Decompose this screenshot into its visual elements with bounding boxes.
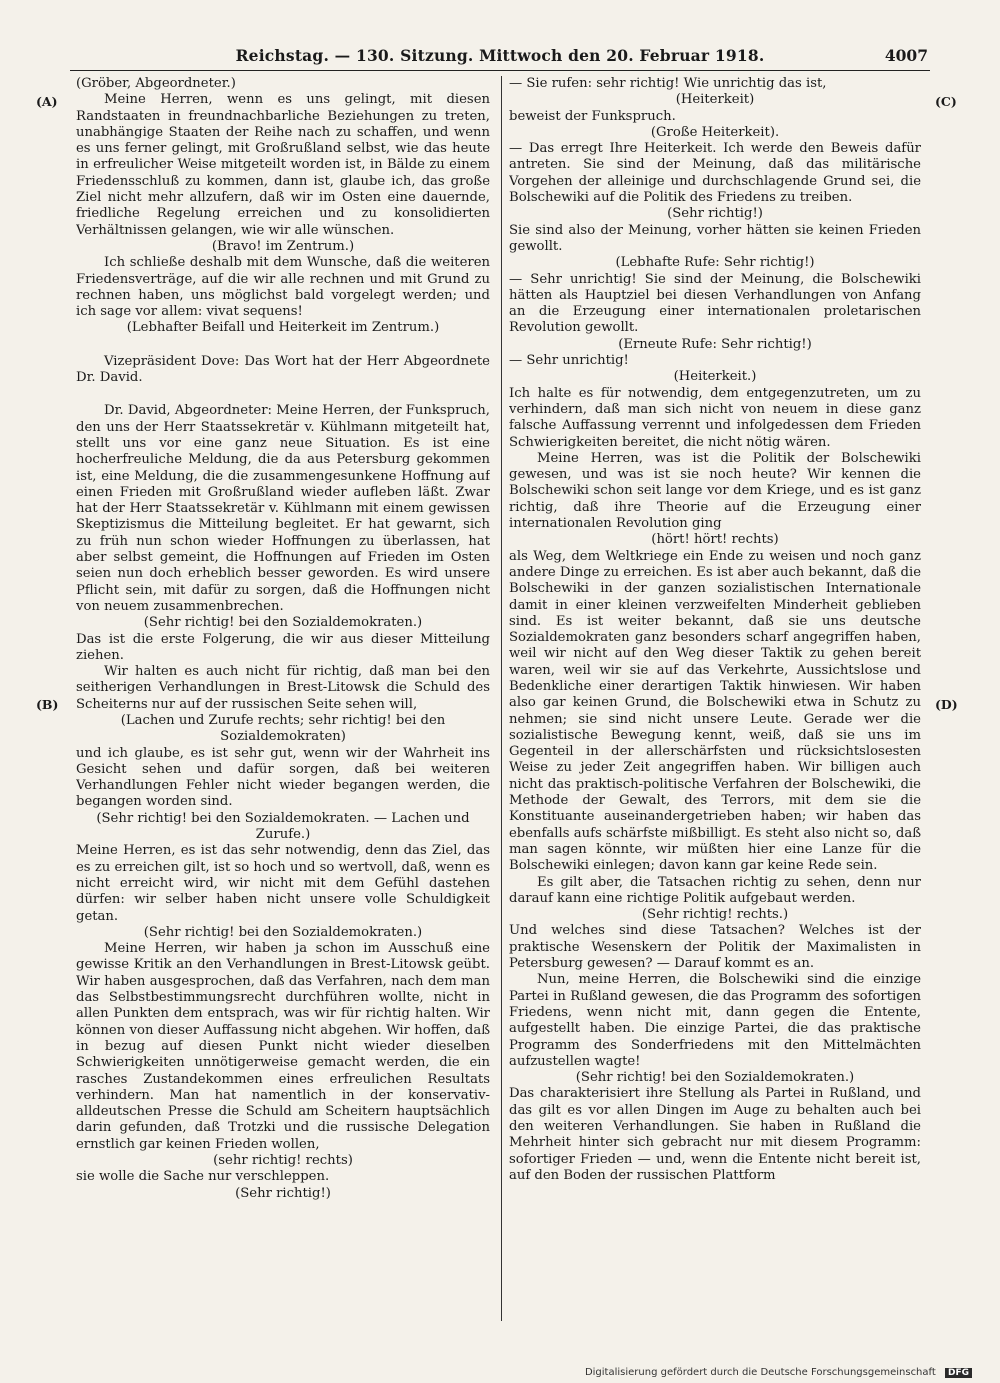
interjection: (Sehr richtig! bei den Sozialdemokraten. — Lachen und Zurufe.) [96, 810, 470, 843]
paragraph: Meine Herren, es ist das sehr notwendig, denn das Ziel, das es zu erreichen gilt, ist so hoch und so wertvoll, daß, wenn es nicht erreicht wird, wir nicht mit dem Gefühl dastehen dürfen: wir selber haben nicht unsere volle Schuldigkeit getan. [76, 843, 490, 924]
paragraph: beweist der Funkspruch. [509, 108, 676, 124]
interjection: (Lachen und Zurufe rechts; sehr richtig! bei den Sozialdemokraten) [120, 712, 446, 745]
interjection: (Bravo! im Zentrum.) [211, 238, 355, 254]
running-title: Reichstag. — 130. Sitzung. Mittwoch den 20. Februar 1918. [235, 46, 765, 65]
page-number: 4007 [884, 46, 928, 65]
interjection: (Sehr richtig!) [667, 206, 763, 222]
header-rule [70, 70, 930, 71]
dfg-logo: DFG [945, 1368, 972, 1378]
paragraph: als Weg, dem Weltkriege ein Ende zu weisen und noch ganz andere Dinge zu erreichen. Es ist aber auch bekannt, daß die Bolschewiki in der ganzen sozialistischen Internationale damit in einer kleinen verzweifelten Minderheit geblieben sind. Es ist weiter bekannt, daß sie uns deutsche Sozialdemokraten ganz besonders scharf angegriffen haben, weil wir nicht auf den Weg dieser Taktik zu gehen bereit waren, weil wir sie auf das Verkehrte, Aussichtslose und Bedenkliche einer derartigen Taktik hinwiesen. Wir haben also gar keinen Grund, die Bolschewiki etwa in Schutz zu nehmen; sie sind nicht unsere Leute. Gerade wer die sozialistische Bewegung kennt, weiß, daß sie uns im Gegenteil in der allerschärfsten und rücksichtslosesten Weise zu jeder Zeit angegriffen haben. Wir billigen auch nicht das praktisch-politische Verfahren der Bolschewiki, die Methode der Gewalt, des Terrors, mit dem sie die Konstituante auseinandergetrieben haben; wir haben das ebenfalls aufs schärfste mißbilligt. Es steht also nicht so, daß man sagen könnte, wir müßten hier eine Lanze für die Bolschewiki einlegen; davon kann gar keine Rede sein. [509, 548, 921, 874]
paragraph-gap [76, 337, 490, 354]
paragraph: (Gröber, Abgeordneter.) [76, 76, 236, 91]
paragraph: — Sehr unrichtig! Sie sind der Meinung, die Bolschewiki hätten als Hauptziel bei diesen Verhandlungen von Anfang an die Erzeugung einer internationalen proletarischen Revolution gewollt. [509, 271, 921, 336]
paragraph: Dr. David, Abgeordneter: Meine Herren, der Funkspruch, den uns der Herr Staatssekretär v. Kühlmann mitgeteilt hat, stellt uns vor eine ganz neue Situation. Es ist eine hocherfreuliche Meldung, die da aus Petersburg gekommen ist, eine Meldung, die die zusammengesunkene Hoffnung auf einen Frieden mit Großrußland wieder aufleben läßt. Zwar hat der Herr Staatssekretär v. Kühlmann mit einem gewissen Skeptizismus die Mitteilung begleitet. Er hat gewarnt, sich zu früh nun schon wieder Hoffnungen zu überlassen, hat aber selbst gemeint, die Hoffnungen auf Frieden im Osten seien nun doch erheblich besser geworden. Es wird unsere Pflicht sein, mit dafür zu sorgen, daß die Hoffnungen nicht von neuem zusammenbrechen. [76, 403, 490, 614]
interjection: (Sehr richtig! bei den Sozialdemokraten.) [575, 1070, 855, 1086]
paragraph: Es gilt aber, die Tatsachen richtig zu sehen, denn nur darauf kann eine richtige Politik aufgebaut werden. [509, 874, 921, 906]
interjection: (Heiterkeit.) [673, 369, 757, 385]
running-header [70, 46, 930, 68]
right-column [509, 76, 921, 1326]
paragraph: sie wolle die Sache nur verschleppen. [76, 1169, 330, 1185]
interjection: (Lebhafte Rufe: Sehr richtig!) [615, 255, 815, 271]
interjection: (Lebhafter Beifall und Heiterkeit im Zentrum.) [126, 320, 440, 336]
interjection: (Sehr richtig!) [235, 1185, 331, 1201]
paragraph: Nun, meine Herren, die Bolschewiki sind die einzige Partei in Rußland gewesen, die das Programm des sofortigen Friedens, wenn nicht mit, dann gegen die Entente, aufgestellt haben. Die einzige Partei, die das praktische Programm des Sonderfriedens mit den Mittelmächten aufzustellen wagte! [509, 972, 921, 1069]
margin-mark-a: (A) [36, 94, 58, 109]
paragraph: Und welches sind diese Tatsachen? Welches ist der praktische Wesenskern der Politik der Maximalisten in Petersburg gewesen? — Darauf kommt es an. [509, 923, 921, 972]
paragraph: Meine Herren, wir haben ja schon im Ausschuß eine gewisse Kritik an den Verhandlungen in Brest-Litowsk geübt. Wir haben ausgesprochen, daß das Verfahren, nach dem man das Selbstbestimmungsrecht durchführen wollte, nicht in allen Punkten dem entsprach, was wir für richtig halten. Wir können von dieser Auffassung nicht abgehen. Wir hoffen, daß in bezug auf diesen Punkt nicht wieder dieselben Schwierigkeiten unnötigerweise gemacht werden, die ein rasches Zustandekommen eines erfreulichen Resultats verhindern. Man hat namentlich in der konservativ-alldeutschen Presse die Schuld am Scheitern hauptsächlich darin gefunden, daß Trotzki und die russische Delegation ernstlich gar keinen Frieden wollen, [76, 941, 490, 1152]
interjection: (Sehr richtig! bei den Sozialdemokraten.) [143, 924, 423, 940]
paragraph: Vizepräsident Dove: Das Wort hat der Herr Abgeordnete Dr. David. [76, 353, 490, 386]
interjection: (Heiterkeit) [675, 92, 755, 108]
margin-mark-d: (D) [935, 697, 958, 712]
margin-mark-b: (B) [36, 697, 59, 712]
footer [585, 1367, 972, 1378]
margin-mark-c: (C) [935, 94, 957, 109]
interjection: (Sehr richtig! bei den Sozialdemokraten.) [143, 615, 423, 631]
paragraph: — Das erregt Ihre Heiterkeit. Ich werde den Beweis dafür antreten. Sie sind der Meinung, daß das militärische Vorgehen der alleinige und durchschlagende Grund sei, die Bolschewiki auf die Politik des Friedens zu treiben. [509, 141, 921, 206]
paragraph: — Sehr unrichtig! [509, 353, 629, 369]
paragraph: und ich glaube, es ist sehr gut, wenn wir der Wahrheit ins Gesicht sehen und dafür sorgen, daß bei weiteren Verhandlungen Fehler nicht wieder begangen werden, die begangen worden sind. [76, 745, 490, 810]
paragraph: Meine Herren, was ist die Politik der Bolschewiki gewesen, und was ist sie noch heute? Wir kennen die Bolschewiki schon seit lange vor dem Kriege, und es ist ganz richtig, daß ihre Theorie auf die Erzeugung einer internationalen Revolution ging [509, 450, 921, 532]
interjection: (sehr richtig! rechts) [213, 1153, 353, 1168]
column-divider [501, 76, 502, 1321]
interjection: (Große Heiterkeit). [650, 124, 780, 140]
paragraph: Meine Herren, wenn es uns gelingt, mit diesen Randstaaten in freundnachbarliche Beziehungen zu treten, unabhängige Staaten der Reihe nach zu schaffen, und wenn es uns ferner gelingt, mit Großrußland selbst, wie das heute in erfreulicher Weise mitgeteilt worden ist, in Bälde zu einem Friedensschluß zu kommen, dann ist, glaube ich, das große Ziel nicht mehr allzufern, daß wir im Osten eine dauernde, friedliche Regelung erreichen und zu konsolidierten Verhältnissen gelangen, wie wir alle wünschen. [76, 92, 490, 238]
paragraph: Wir halten es auch nicht für richtig, daß man bei den seitherigen Verhandlungen in Brest-Litowsk die Schuld des Scheiterns nur auf der russischen Seite sehen will, [76, 664, 490, 712]
paragraph: — Sie rufen: sehr richtig! Wie unrichtig das ist, [509, 76, 827, 91]
paragraph: Sie sind also der Meinung, vorher hätten sie keinen Frieden gewollt. [509, 222, 921, 254]
left-column [76, 76, 490, 1326]
paragraph: Das ist die erste Folgerung, die wir aus dieser Mitteilung ziehen. [76, 631, 490, 663]
interjection: (Erneute Rufe: Sehr richtig!) [618, 336, 812, 352]
footer-text: Digitalisierung gefördert durch die Deutsche Forschungsgemeinschaft [584, 1367, 936, 1378]
interjection: (hört! hört! rechts) [651, 532, 779, 548]
paragraph-gap [76, 386, 490, 403]
paragraph: Das charakterisiert ihre Stellung als Partei in Rußland, und das gilt es vor allen Dingen im Auge zu behalten auch bei den weiteren Verhandlungen. Sie haben in Rußland die Mehrheit hinter sich gebracht nur mit diesem Programm: sofortiger Frieden — und, wenn die Entente nicht bereit ist, auf den Boden der russischen Plattform [509, 1086, 921, 1183]
paragraph: Ich schließe deshalb mit dem Wunsche, daß die weiteren Friedensverträge, auf die wir alle rechnen und mit Grund zu rechnen haben, uns möglichst bald vorgelegt werden; und ich sage vor allem: vivat sequens! [76, 255, 490, 320]
interjection: (Sehr richtig! rechts.) [641, 907, 789, 923]
paragraph: Ich halte es für notwendig, dem entgegenzutreten, um zu verhindern, daß man sich nicht von neuem in diese ganz falsche Auffassung verrennt und infolgedessen dem Frieden Schwierigkeiten bereitet, die nicht nötig wären. [509, 385, 921, 450]
